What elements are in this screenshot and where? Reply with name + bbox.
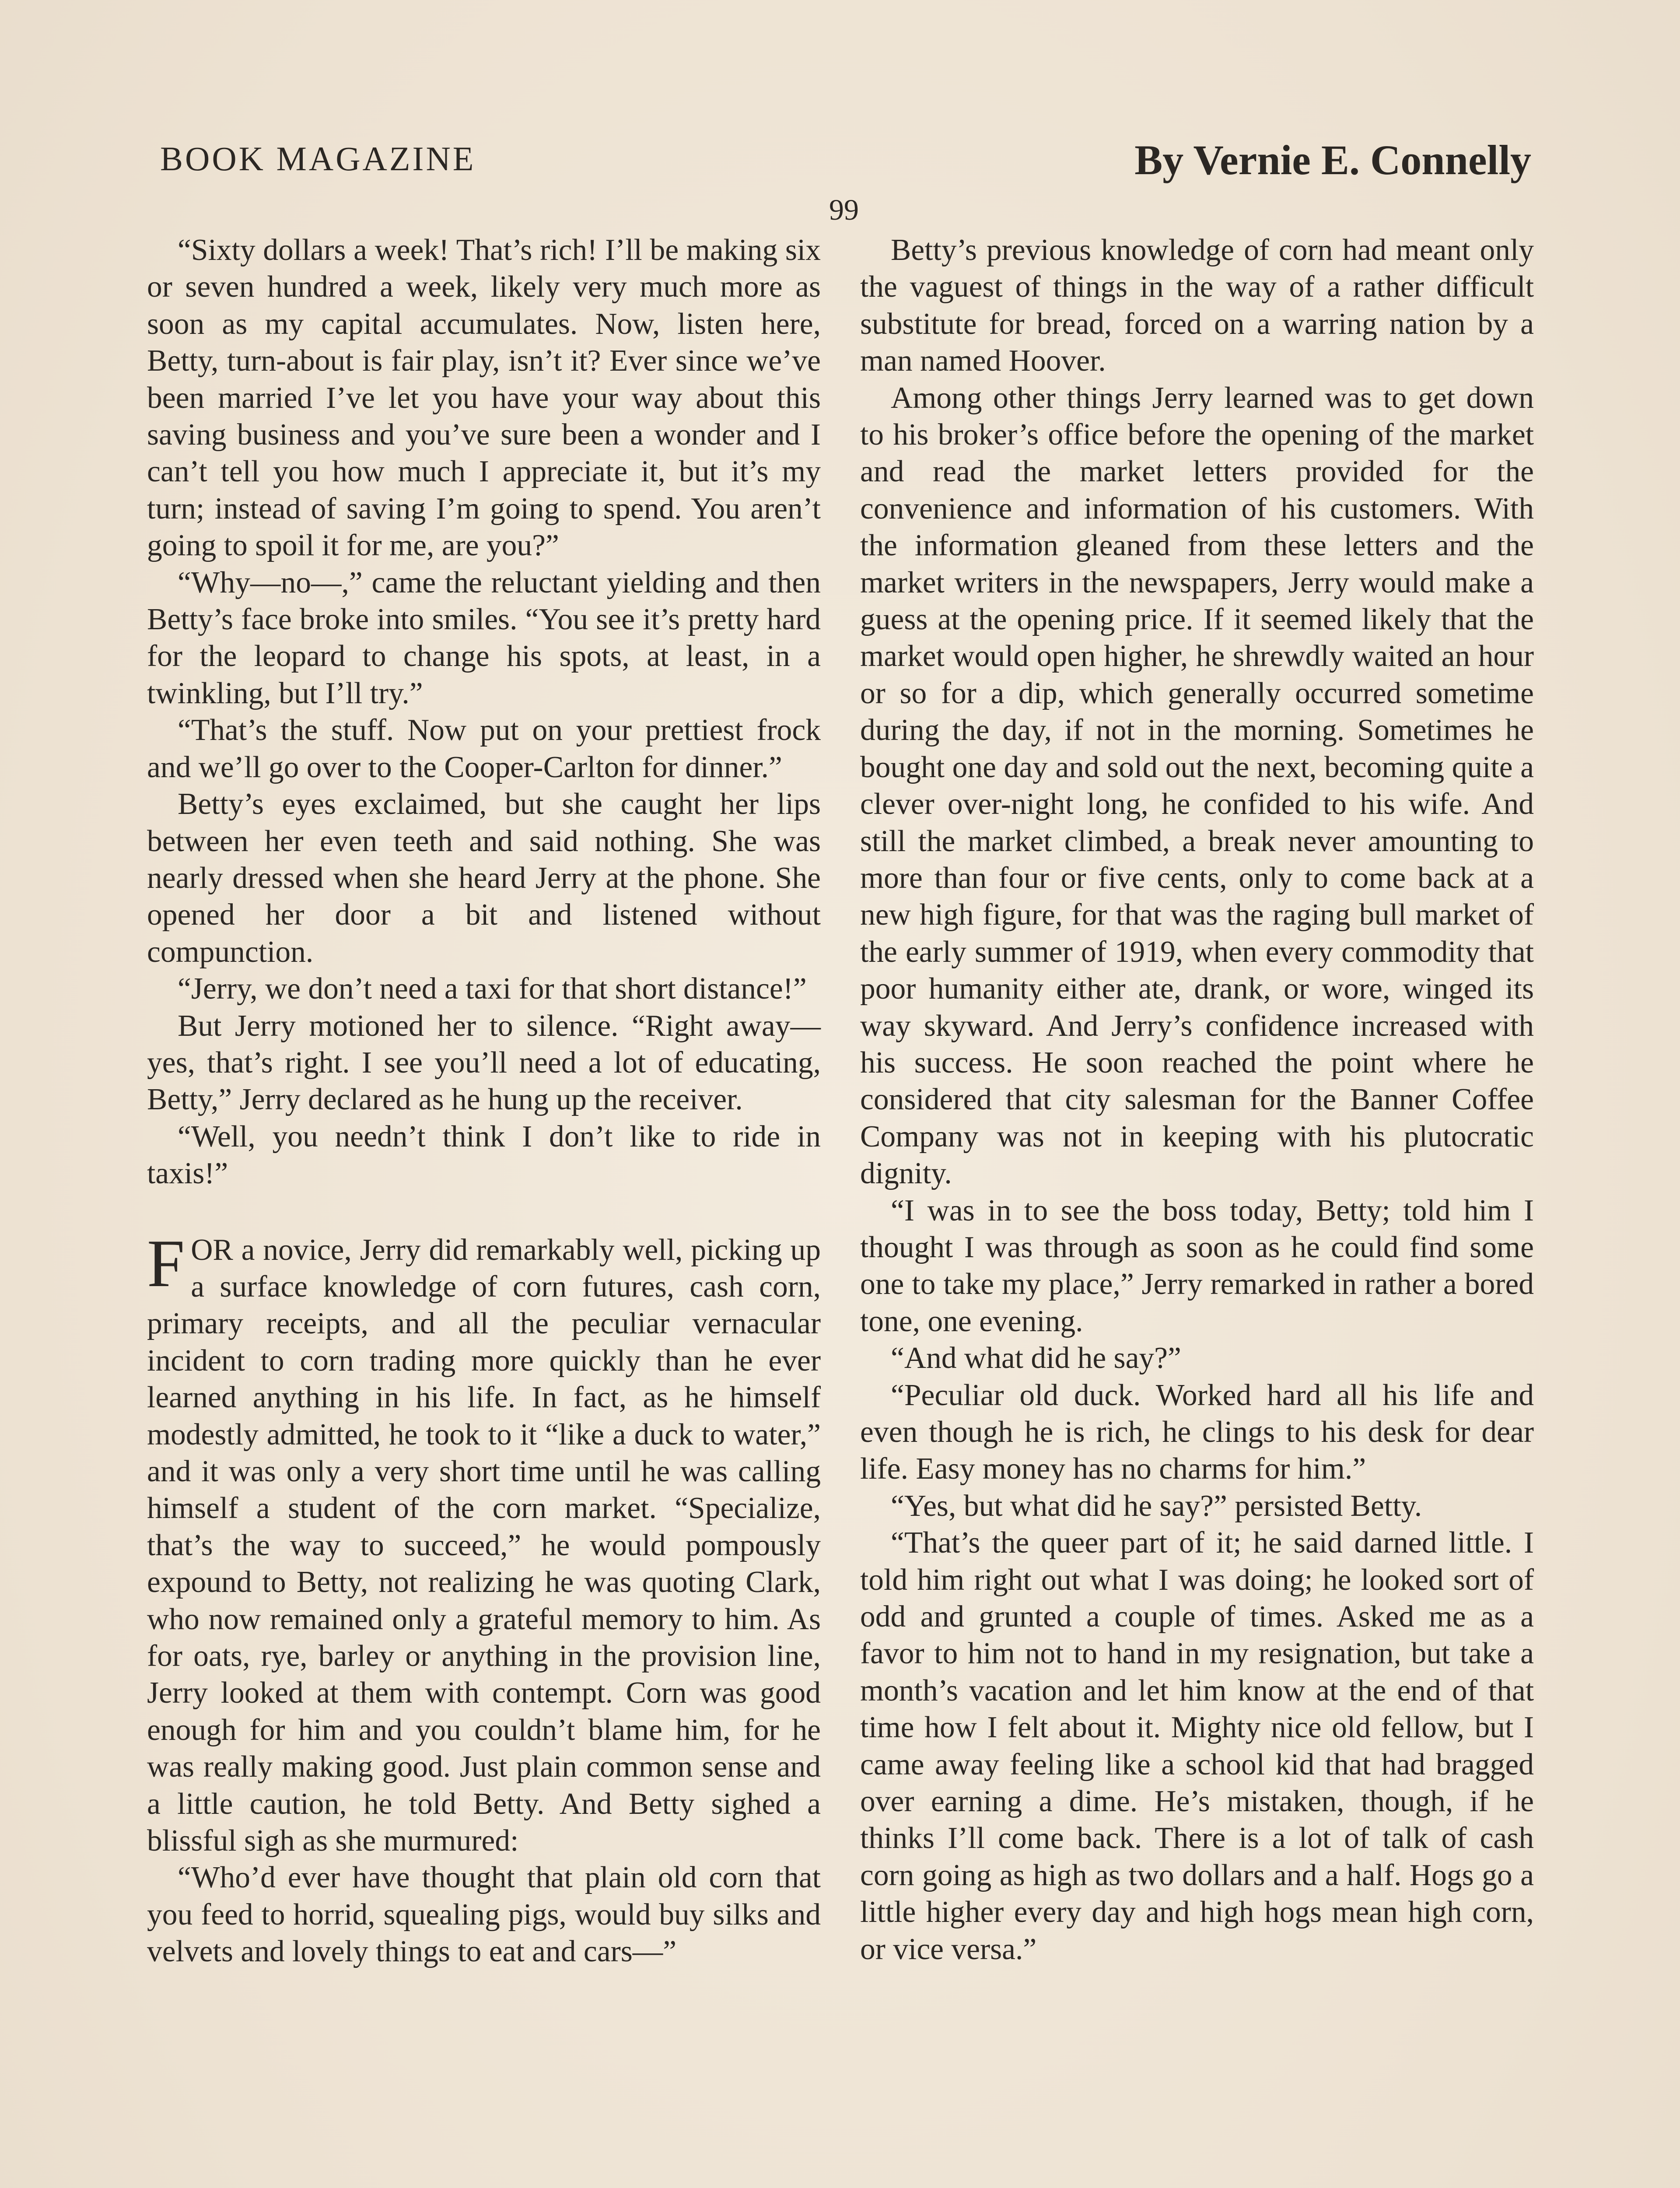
paragraph: “Well, you needn’t think I don’t like to ride in taxis!” <box>147 1119 821 1191</box>
paragraph: “Peculiar old duck. Worked hard all his life and even though he is rich, he clings to his desk for dear life. Easy money has no charms for him.” <box>860 1378 1534 1486</box>
paragraph: “I was in to see the boss today, Betty; told him I thought I was through as soon as he could find some one to take my place,” Jerry remarked in rather a bored tone, one evening. <box>860 1193 1534 1338</box>
paragraph: “Jerry, we don’t need a taxi for that short distance!” <box>178 972 807 1006</box>
drop-cap: F <box>147 1225 185 1301</box>
paragraph: Betty’s eyes exclaimed, but she caught her lips between her even teeth and said nothing. She was nearly dressed when she heard Jerry at the phone. She opened her door a bit and listened without compunction. <box>147 787 821 969</box>
paragraph: “Who’d ever have thought that plain old corn that you feed to horrid, squealing pigs, would buy silks and velvets and lovely things to eat and cars—” <box>147 1861 821 1969</box>
paragraph: “Sixty dollars a week! That’s rich! I’ll be making six or seven hundred a week, likely very much more as soon as my capital accumulates. Now, listen here, Betty, turn-about is fair play, isn’t it? Ever since we’ve been married I’ve let you have your way about this saving business and you’ve sure been a wonder and I can’t tell you how much I appreciate it, but it’s my turn; instead of saving I’m going to spend. You aren’t going to spoil it for me, are you?” <box>147 233 821 563</box>
paragraph: “Yes, but what did he say?” persisted Betty. <box>891 1489 1422 1523</box>
paragraph: Among other things Jerry learned was to get down to his broker’s office before the opening of the market and read the market letters provided for the convenience and information of his customers. With the information gleaned from these letters and the market writers in the newspapers, Jerry would make a guess at the opening price. If it seemed likely that the market would open higher, he shrewdly waited an hour or so for a dip, which generally occurred sometime during the day, if not in the morning. Sometimes he bought one day and sold out the next, becoming quite a clever over-night long, he confided to his wife. And still the market climbed, a break never amounting to more than four or five cents, only to come back at a new high figure, for that was the raging bull market of the early summer of 1919, when every commodity that poor humanity either ate, drank, or wore, winged its way skyward. And Jerry’s confidence increased with his success. He soon reached the point where he considered that city salesman for the Banner Coffee Company was not in keeping with his plutocratic dignity. <box>860 381 1534 1191</box>
paragraph: “That’s the queer part of it; he said darned little. I told him right out what I was doing; he looked sort of odd and grunted a couple of times. Asked me as a favor to him not to hand in my resignation, but take a month’s vacation and let him know at the end of that time how I felt about it. Mighty nice old fellow, but I came away feeling like a school kid that had bragged over earning a dime. He’s mistaken, though, if he thinks I’ll come back. There is a lot of talk of cash corn going as high as two dollars and a half. Hogs go a little higher every day and high hogs mean high corn, or vice versa.” <box>860 1526 1534 1966</box>
paragraph: “And what did he say?” <box>891 1341 1181 1375</box>
paragraph: Betty’s previous knowledge of corn had meant only the vaguest of things in the way of a rather difficult substitute for bread, forced on a warring nation by a man named Hoover. <box>860 233 1534 378</box>
left-column <box>147 232 821 1971</box>
paragraph: “Why—no—,” came the reluctant yielding and then Betty’s face broke into smiles. “You see it’s pretty hard for the leopard to change his spots, at least, in a twinkling, but I’ll try.” <box>147 565 821 710</box>
author-byline: By Vernie E. Connelly <box>1134 137 1531 183</box>
section-text: OR a novice, Jerry did remarkably well, picking up a surface knowledge of corn futures, cash corn, primary receipts, and all the peculiar vernacular incident to corn trading more quickly than he ever learned anything in his life. In fact, as he himself modestly admitted, he took to it “like a duck to water,” and it was only a very short time until he was calling himself a student of the corn market. “Specialize, that’s the way to succeed,” he would pompously expound to Betty, not realizing he was quoting Clark, who now remained only a grateful memory to him. As for oats, rye, barley or anything in the provision line, Jerry looked at them with contempt. Corn was good enough for him and you couldn’t blame him, for he was really making good. Just plain common sense and a little caution, he told Betty. And Betty sighed a blissful sigh as she murmured: <box>147 1233 821 1858</box>
paragraph: But Jerry motioned her to silence. “Right away—yes, that’s right. I see you’ll need a lot of educating, Betty,” Jerry declared as he hung up the receiver. <box>147 1009 821 1117</box>
magazine-title: BOOK MAGAZINE <box>160 140 476 178</box>
page-number: 99 <box>829 193 859 226</box>
right-column <box>860 232 1534 1968</box>
section-opening-paragraph <box>147 1225 821 1860</box>
paragraph: “That’s the stuff. Now put on your prettiest frock and we’ll go over to the Cooper-Carlton for dinner.” <box>147 713 821 784</box>
